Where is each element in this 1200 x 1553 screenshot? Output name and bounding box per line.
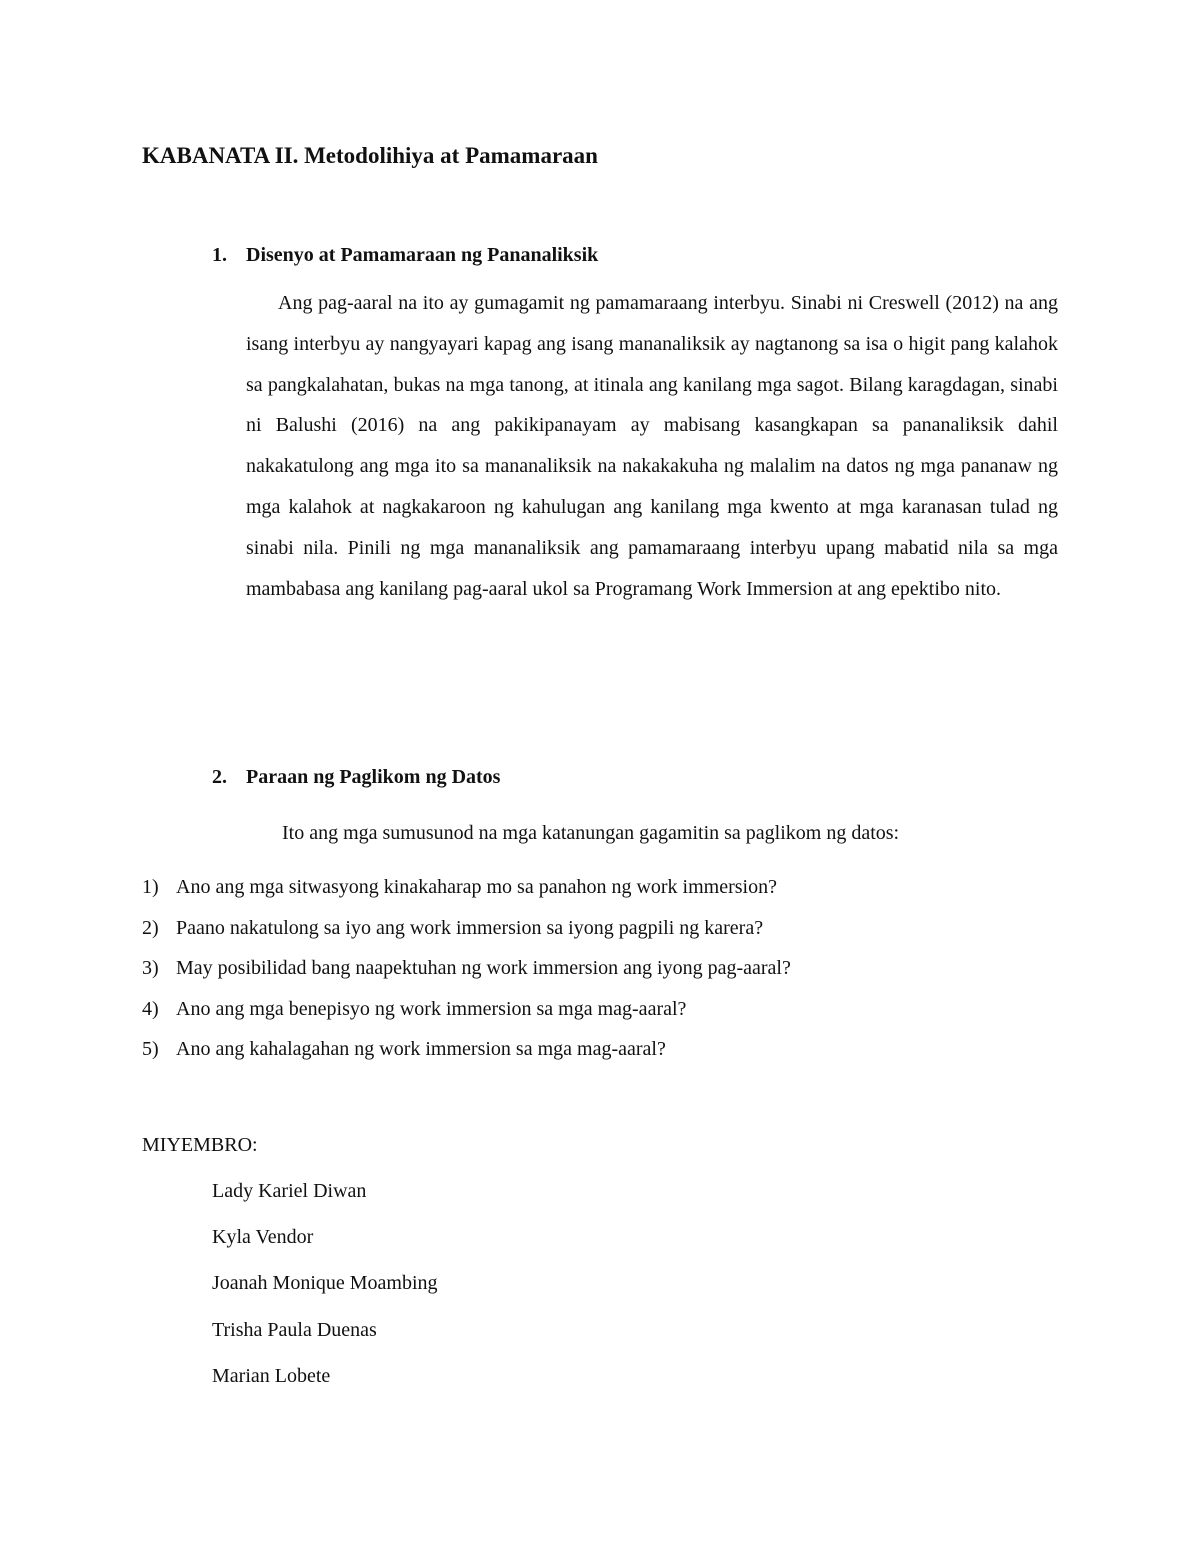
- question-number: 5): [142, 1038, 159, 1060]
- members-list: [212, 1180, 438, 1411]
- section-number: 2.: [212, 766, 227, 788]
- list-item: [142, 917, 791, 958]
- question-number: 1): [142, 876, 159, 898]
- list-item: [142, 876, 791, 917]
- question-text: Ano ang mga sitwasyong kinakaharap mo sa panahon ng work immersion?: [176, 876, 777, 898]
- section-heading-2: [212, 766, 500, 789]
- section-number: 1.: [212, 244, 227, 266]
- member-name: Marian Lobete: [212, 1364, 331, 1387]
- questions-intro: Ito ang mga sumusunod na mga katanungan gagamitin sa paglikom ng datos:: [282, 822, 900, 844]
- question-text: Paano nakatulong sa iyo ang work immersion sa iyong pagpili ng karera?: [176, 916, 764, 939]
- section-title: Disenyo at Pamamaraan ng Pananaliksik: [246, 244, 599, 266]
- section-1-paragraph: Ang pag-aaral na ito ay gumagamit ng pamamaraang interbyu. Sinabi ni Creswell (2012) na ang isang interbyu ay nangyayari kapag ang isang mananaliksik ay nagtanong sa isa o higit pang kalahok sa pangkalahatan, bukas na mga tanong, at itinala ang kanilang mga sagot. Bilang karagdagan, sinabi ni Balushi (2016) na ang pakikipanayam ay mabisang kasangkapan sa pananaliksik dahil nakakatulong ang mga ito sa mananaliksik na nakakakuha ng malalim na datos ng mga pananaw ng mga kalahok at nagkakaroon ng kahulugan ang kanilang mga kwento at mga karanasan tulad ng sinabi nila. Pinili ng mga mananaliksik ang pamamaraang interbyu upang mabatid nila sa mga mambabasa ang kanilang pag-aaral ukol sa Programang Work Immersion at ang epektibo nito.: [246, 292, 1058, 600]
- list-item: [142, 1038, 791, 1079]
- question-number: 3): [142, 957, 159, 979]
- questions-list: [142, 876, 791, 1079]
- member-name: Lady Kariel Diwan: [212, 1180, 367, 1202]
- list-item: [142, 957, 791, 998]
- question-text: Ano ang kahalagahan ng work immersion sa mga mag-aaral?: [176, 1038, 666, 1060]
- members-label: MIYEMBRO:: [142, 1134, 258, 1156]
- member-name: Joanah Monique Moambing: [212, 1272, 438, 1295]
- member-name: Kyla Vendor: [212, 1226, 314, 1249]
- section-title: Paraan ng Paglikom ng Datos: [246, 766, 501, 788]
- member-name: Trisha Paula Duenas: [212, 1318, 377, 1341]
- section-heading-1: [212, 244, 598, 267]
- question-text: May posibilidad bang naapektuhan ng work immersion ang iyong pag-aaral?: [176, 957, 791, 979]
- list-item: [142, 998, 791, 1039]
- question-text: Ano ang mga benepisyo ng work immersion sa mga mag-aaral?: [176, 997, 687, 1020]
- chapter-title: KABANATA II. Metodolihiya at Pamamaraan: [142, 143, 598, 168]
- question-number: 4): [142, 997, 159, 1020]
- question-number: 2): [142, 916, 159, 939]
